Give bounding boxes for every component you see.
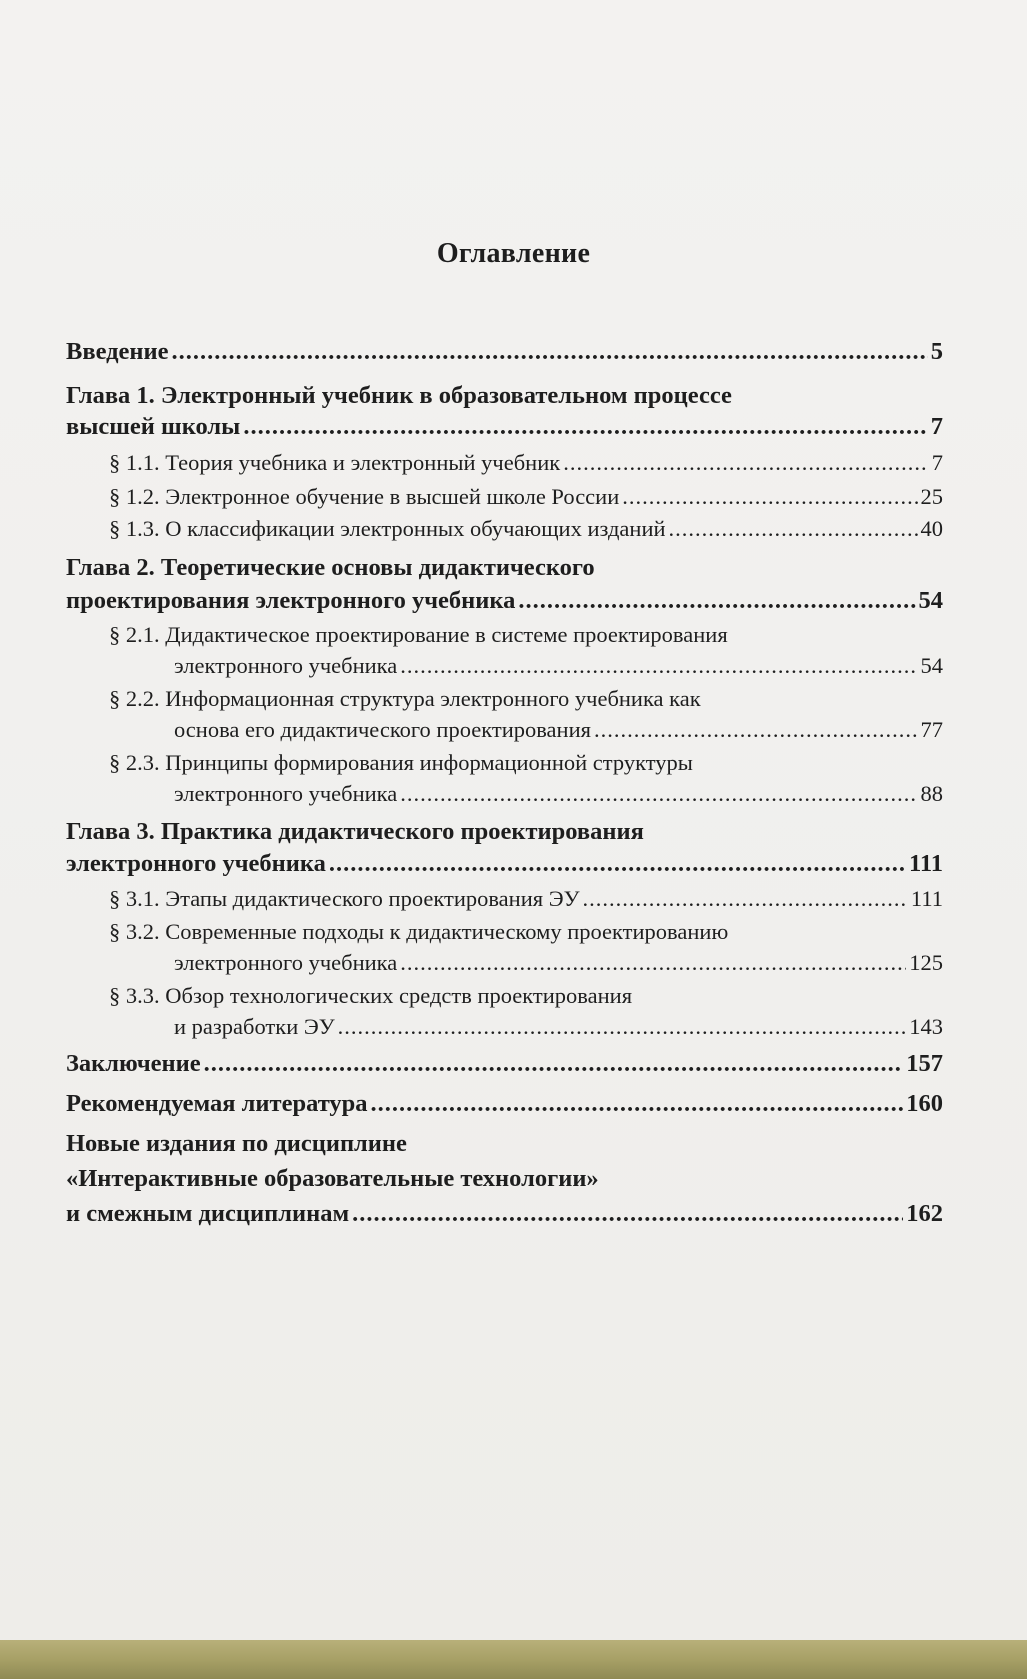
toc-page-number: 111 <box>908 850 943 877</box>
toc-entry-conclusion <box>66 1050 943 1078</box>
toc-entry-text: высшей школы <box>66 413 241 440</box>
toc-section-2-2-line1 <box>109 686 701 712</box>
toc-section-3-2-line1 <box>109 919 728 945</box>
toc-page-number: 7 <box>930 413 943 440</box>
toc-leader-dots <box>400 653 917 679</box>
toc-entry-text: Новые издания по дисциплине <box>66 1130 407 1157</box>
toc-entry-text: проектирования электронного учебника <box>66 587 516 614</box>
toc-leader-dots <box>329 850 906 878</box>
toc-page-number: 143 <box>909 1014 943 1039</box>
toc-entry-text: Рекомендуемая литература <box>66 1090 368 1117</box>
toc-leader-dots <box>338 1014 907 1040</box>
toc-page-number: 157 <box>906 1050 943 1077</box>
toc-chapter-3-title-line2 <box>66 850 943 878</box>
toc-section-1-3 <box>109 516 943 542</box>
toc-entry-text: электронного учебника <box>174 781 398 806</box>
toc-page-number: 88 <box>920 781 943 806</box>
toc-section-2-1-line2 <box>174 653 943 679</box>
toc-entry-text: Введение <box>66 338 169 365</box>
toc-page-number: 77 <box>920 717 943 742</box>
toc-leader-dots <box>594 717 918 743</box>
toc-chapter-2-title-line2 <box>66 587 943 615</box>
toc-new-editions-line1 <box>66 1130 407 1158</box>
toc-section-3-3-line2 <box>174 1014 943 1040</box>
toc-entry-introduction <box>66 338 943 366</box>
toc-entry-text: § 2.3. Принципы формирования информационной структуры <box>109 750 693 775</box>
toc-entry-text: электронного учебника <box>174 653 398 678</box>
toc-section-2-2-line2 <box>174 717 943 743</box>
toc-entry-text: и смежным дисциплинам <box>66 1200 350 1227</box>
page-title: Оглавление <box>436 238 591 269</box>
toc-section-1-2 <box>109 484 943 510</box>
toc-leader-dots <box>172 338 928 366</box>
toc-entry-text: § 2.1. Дидактическое проектирование в системе проектирования <box>109 622 728 647</box>
toc-leader-dots <box>669 516 918 542</box>
toc-entry-text: § 3.1. Этапы дидактического проектирования ЭУ <box>109 886 580 911</box>
toc-section-2-1-line1 <box>109 622 728 648</box>
toc-entry-text: § 3.2. Современные подходы к дидактическому проектированию <box>109 919 729 944</box>
toc-section-3-2-line2 <box>174 950 943 976</box>
toc-entry-recommended-literature <box>66 1090 943 1118</box>
page-bottom-edge <box>0 1640 1027 1679</box>
toc-leader-dots <box>583 886 908 912</box>
toc-entry-text: § 1.2. Электронное обучение в высшей школе России <box>109 484 620 509</box>
toc-entry-text: § 3.3. Обзор технологических средств проектирования <box>109 983 633 1008</box>
toc-page-number: 111 <box>910 886 943 911</box>
toc-page-number: 54 <box>920 653 943 678</box>
toc-leader-dots <box>204 1050 904 1078</box>
toc-entry-text: и разработки ЭУ <box>174 1014 335 1039</box>
toc-entry-text: § 2.2. Информационная структура электронного учебника как <box>109 686 701 711</box>
toc-chapter-1-title-line2 <box>66 413 943 441</box>
toc-entry-text: основа его дидактического проектирования <box>174 717 591 742</box>
toc-section-2-3-line2 <box>174 781 943 807</box>
toc-chapter-1-title-line1 <box>66 382 732 410</box>
toc-entry-text: Глава 3. Практика дидактического проектирования <box>66 818 644 845</box>
toc-page-number: 7 <box>931 450 943 475</box>
toc-page-number: 40 <box>920 516 943 541</box>
toc-entry-text: Глава 1. Электронный учебник в образовательном процессе <box>66 382 732 409</box>
toc-entry-text: Глава 2. Теоретические основы дидактического <box>66 554 595 581</box>
toc-new-editions-line2 <box>66 1165 599 1193</box>
toc-leader-dots <box>371 1090 904 1118</box>
toc-new-editions-line3 <box>66 1200 943 1228</box>
toc-entry-text: «Интерактивные образовательные технологии» <box>66 1165 599 1192</box>
toc-leader-dots <box>400 781 917 807</box>
toc-section-3-3-line1 <box>109 983 632 1009</box>
toc-entry-text: электронного учебника <box>66 850 326 877</box>
toc-page-number: 25 <box>920 484 943 509</box>
toc-entry-text: § 1.3. О классификации электронных обучающих изданий <box>109 516 666 541</box>
toc-section-2-3-line1 <box>109 750 693 776</box>
toc-chapter-2-title-line1 <box>66 554 595 582</box>
toc-section-3-1 <box>109 886 943 912</box>
toc-section-1-1 <box>109 450 943 476</box>
toc-chapter-3-title-line1 <box>66 818 644 846</box>
toc-leader-dots <box>243 413 927 441</box>
toc-leader-dots <box>563 450 929 476</box>
toc-page-number: 160 <box>906 1090 943 1117</box>
toc-leader-dots <box>352 1200 903 1228</box>
toc-entry-text: Заключение <box>66 1050 201 1077</box>
toc-page-number: 162 <box>906 1200 943 1227</box>
toc-page-number: 5 <box>930 338 943 365</box>
toc-page-number: 125 <box>909 950 943 975</box>
toc-entry-text: электронного учебника <box>174 950 398 975</box>
toc-page-number: 54 <box>918 587 943 614</box>
toc-leader-dots <box>622 484 917 510</box>
toc-leader-dots <box>400 950 906 976</box>
toc-leader-dots <box>518 587 915 615</box>
toc-entry-text: § 1.1. Теория учебника и электронный учебник <box>109 450 561 475</box>
